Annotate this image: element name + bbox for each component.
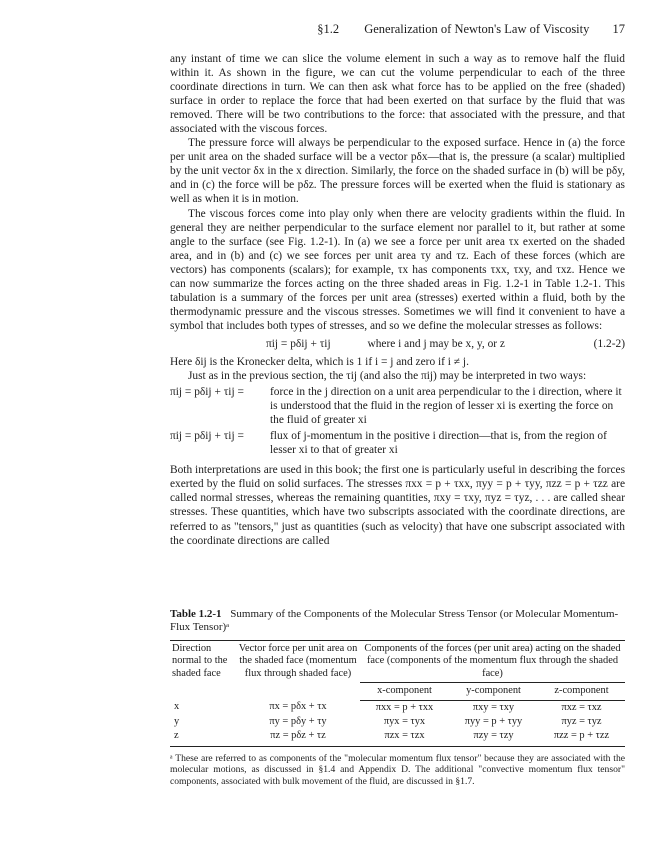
cell-z-component: πyz = τyz [561,716,602,728]
cell-direction: z [170,729,236,746]
table-row [170,700,625,715]
definition-force [170,385,625,427]
equation-expression: πij = pδij + τij [266,337,331,350]
cell-z-component: πxz = τxz [561,701,602,713]
equation-number: (1.2-2) [593,337,625,350]
table-row [170,729,625,746]
cell-z-component: πzz = p + τzz [538,729,625,746]
table-label: Table 1.2-1 [170,608,222,620]
cell-y-component: πzy = τzy [449,729,538,746]
paragraph-2: The pressure force will always be perpendicular to the exposed surface. Hence in (a) the force per unit area on the shaded surface will be a vector pδx—that is, the pressure (a scalar) multiplied by the unit vector δx in the x direction. Similarly, the force on the shaded surface in (b) will be pδy, and in (c) the force will be pδz. The pressure forces will be exerted when the fluid is stationary as well as when it is in motion. [170,137,625,206]
header-y-component: y-component [449,683,538,700]
running-title: Generalization of Newton's Law of Viscosity [364,22,590,36]
equation-condition: where i and j may be x, y, or z [367,337,505,350]
table-caption [170,608,625,634]
kronecker-definition: Here δij is the Kronecker delta, which is 1 if i = j and zero if i ≠ j. [170,355,469,368]
interpretation-intro: Just as in the previous section, the τij (and also the πij) may be interpreted in two ways: [188,370,587,383]
paragraph-1: any instant of time we can slice the volume element in such a way as to remove half the fluid within it. As shown in the figure, we can cut the volume perpendicular to each of the three coordinate directions in turn. We can then ask what force has to be applied on the free (shaded) surface in order to replace the force that had been exerted on that surface by the fluid that was removed. There will be two contributions to the force: that associated with the pressure, and that associated with the viscous forces. [170,53,625,136]
definition-lhs: πij = pδij + τij = [170,430,244,443]
header-direction: Direction normal to the shaded face [170,641,236,701]
definition-lhs: πij = pδij + τij = [170,386,244,399]
paragraph-3: The viscous forces come into play only when there are velocity gradients within the fluid. In general they are neither perpendicular to the surface element nor parallel to it, but rather at some angle to the surface (see Fig. 1.2-1). In (a) we see a force per unit area τx exerted on the shaded area, and in (b) and (c) we see forces per unit area τy and τz. Each of these forces (which are vectors) has components (scalars); for example, τx has components τxx, τxy, and τxz. Hence we can now summarize the forces acting on the three shaded areas in Fig. 1.2-1 in Table 1.2-1. This tabulation is a summary of the forces per unit area (stresses) exerted within a fluid, both by the thermodynamic pressure and the viscous stresses. Sometimes we will find it convenient to have a symbol that includes both types of stresses, and so we define the molecular stresses as follows: [170,207,625,332]
cell-x-component: πyx = τyx [383,716,426,728]
definition-rhs: force in the j direction on a unit area perpendicular to the i direction, where it is understood that the fluid in the region of lesser xi is exerting the force on the fluid of greater xi [270,386,622,427]
cell-y-component: πyy = p + τyy [464,716,523,728]
table-caption-text: Summary of the Components of the Molecular Stress Tensor (or Molecular Momentum-Flux Tensor)ᵃ [170,608,619,633]
cell-y-component: πxy = τxy [472,701,515,713]
cell-direction: x [174,701,180,713]
equation-1-2-2 [170,337,625,351]
section-number: §1.2 [317,22,340,36]
table-1-2-1 [170,608,625,788]
header-x-component: x-component [360,683,449,700]
header-components: Components of the forces (per unit area) acting on the shaded face (components of the momentum flux through the shaded face) [360,641,625,683]
cell-vector: πy = pδy + τy [269,716,327,728]
stress-tensor-table [170,640,625,747]
definition-rhs: flux of j-momentum in the positive i direction—that is, from the region of lesser xi to that of greater xi [270,430,607,457]
cell-vector: πz = pδz + τz [236,729,360,746]
page-number: 17 [612,22,625,36]
paragraph-closing: Both interpretations are used in this book; the first one is particularly useful in describing the forces exerted by the fluid on solid surfaces. The stresses πxx = p + τxx, πyy = p + τyy, πzz = p + τzz are called normal stresses, whereas the remaining quantities, πxy = τxy, πyz = τyz, . . . are called shear stresses. These quantities, which have two subscripts associated with the coordinate directions, are referred to as "tensors," just as quantities (such as velocity) that have one subscript associated with the coordinate directions are called [170,464,625,547]
cell-vector: πx = pδx + τx [269,701,327,713]
header-z-component: z-component [538,683,625,700]
table-footnote: ᵃ These are referred to as components of the "molecular momentum flux tensor" because they are associated with the molecular motions, as discussed in §1.4 and Appendix D. The additional "convective momentum flux tensor" components, associated with bulk movement of the fluid, are discussed in §1.7. [170,752,625,788]
cell-x-component: πxx = p + τxx [375,701,434,713]
definition-flux [170,429,625,457]
body-text [170,52,625,548]
cell-direction: y [174,716,180,728]
cell-x-component: πzx = τzx [360,729,449,746]
running-head [170,22,625,37]
table-row [170,715,625,729]
header-vector-force: Vector force per unit area on the shaded face (momentum flux through shaded face) [236,641,360,701]
